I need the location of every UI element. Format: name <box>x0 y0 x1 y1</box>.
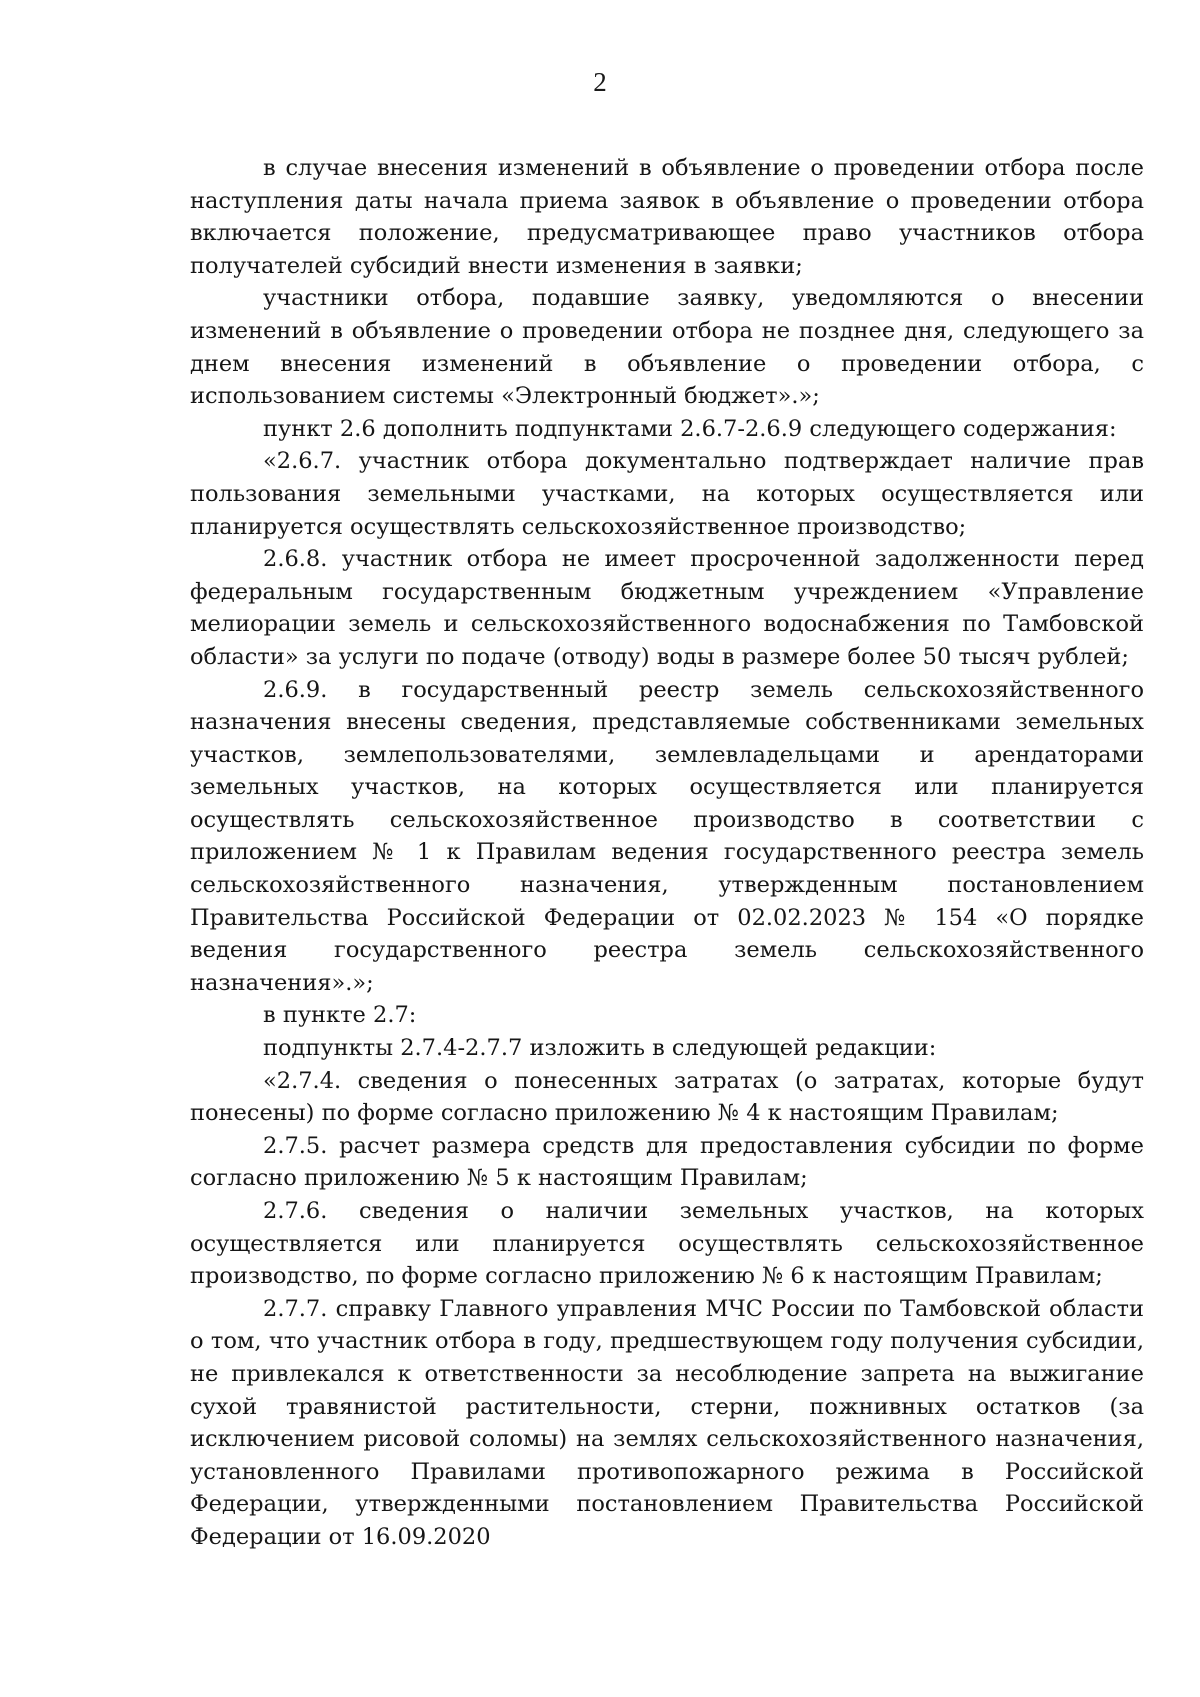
page-number: 2 <box>593 67 607 97</box>
paragraph: в пункте 2.7: <box>263 1002 417 1029</box>
paragraph: «2.6.7. участник отбора документально подтверждает наличие прав пользования земельными участками, на которых осуществляется или планируется осуществлять сельскохозяйственное производство; <box>190 448 1144 540</box>
paragraph: подпункты 2.7.4-2.7.7 изложить в следующей редакции: <box>263 1035 937 1062</box>
paragraph: в случае внесения изменений в объявление о проведении отбора после наступления даты начала приема заявок в объявление о проведении отбора включается положение, предусматривающее право участников отбора получателей субсидий внести изменения в заявки; <box>190 155 1144 279</box>
document-body <box>190 152 1144 1554</box>
paragraph: «2.7.4. сведения о понесенных затратах (о затратах, которые будут понесены) по форме согласно приложению № 4 к настоящим Правилам; <box>190 1067 1144 1127</box>
paragraph: 2.7.7. справку Главного управления МЧС России по Тамбовской области о том, что участник отбора в году, предшествующем году получения субсидии, не привлекался к ответственности за несоблюдение запрета на выжигание сухой травянистой растительности, стерни, пожнивных остатков (за исключением рисовой соломы) на землях сельскохозяйственного назначения, установленного Правилами противопожарного режима в Российской Федерации, утвержденными постановлением Правительства Российской Федерации от 16.09.2020 <box>190 1295 1144 1550</box>
paragraph: участники отбора, подавшие заявку, уведомляются о внесении изменений в объявление о проведении отбора не позднее дня, следующего за днем внесения изменений в объявление о проведении отбора, с использованием системы «Электронный бюджет».»; <box>190 285 1144 410</box>
paragraph: 2.7.6. сведения о наличии земельных участков, на которых осуществляется или планируется осуществлять сельскохозяйственное производство, по форме согласно приложению № 6 к настоящим Правилам; <box>190 1198 1144 1290</box>
paragraph: 2.6.8. участник отбора не имеет просроченной задолженности перед федеральным государственным бюджетным учреждением «Управление мелиорации земель и сельскохозяйственного водоснабжения по Тамбовской области» за услуги по подаче (отводу) воды в размере более 50 тысяч рублей; <box>190 546 1144 670</box>
paragraph: 2.7.5. расчет размера средств для предоставления субсидии по форме согласно приложению № 5 к настоящим Правилам; <box>190 1132 1144 1192</box>
paragraph: пункт 2.6 дополнить подпунктами 2.6.7-2.6.9 следующего содержания: <box>263 415 1117 442</box>
paragraph: 2.6.9. в государственный реестр земель сельскохозяйственного назначения внесены сведения, представляемые собственниками земельных участков, землепользователями, землевладельцами и арендаторами земельных участков, на которых осуществляется или планируется осуществлять сельскохозяйственное производство в соответствии с приложением № 1 к Правилам ведения государственного реестра земель сельскохозяйственного назначения, утвержденным постановлением Правительства Российской Федерации от 02.02.2023 № 154 «О порядке ведения государственного реестра земель сельскохозяйственного назначения».»; <box>190 676 1144 996</box>
